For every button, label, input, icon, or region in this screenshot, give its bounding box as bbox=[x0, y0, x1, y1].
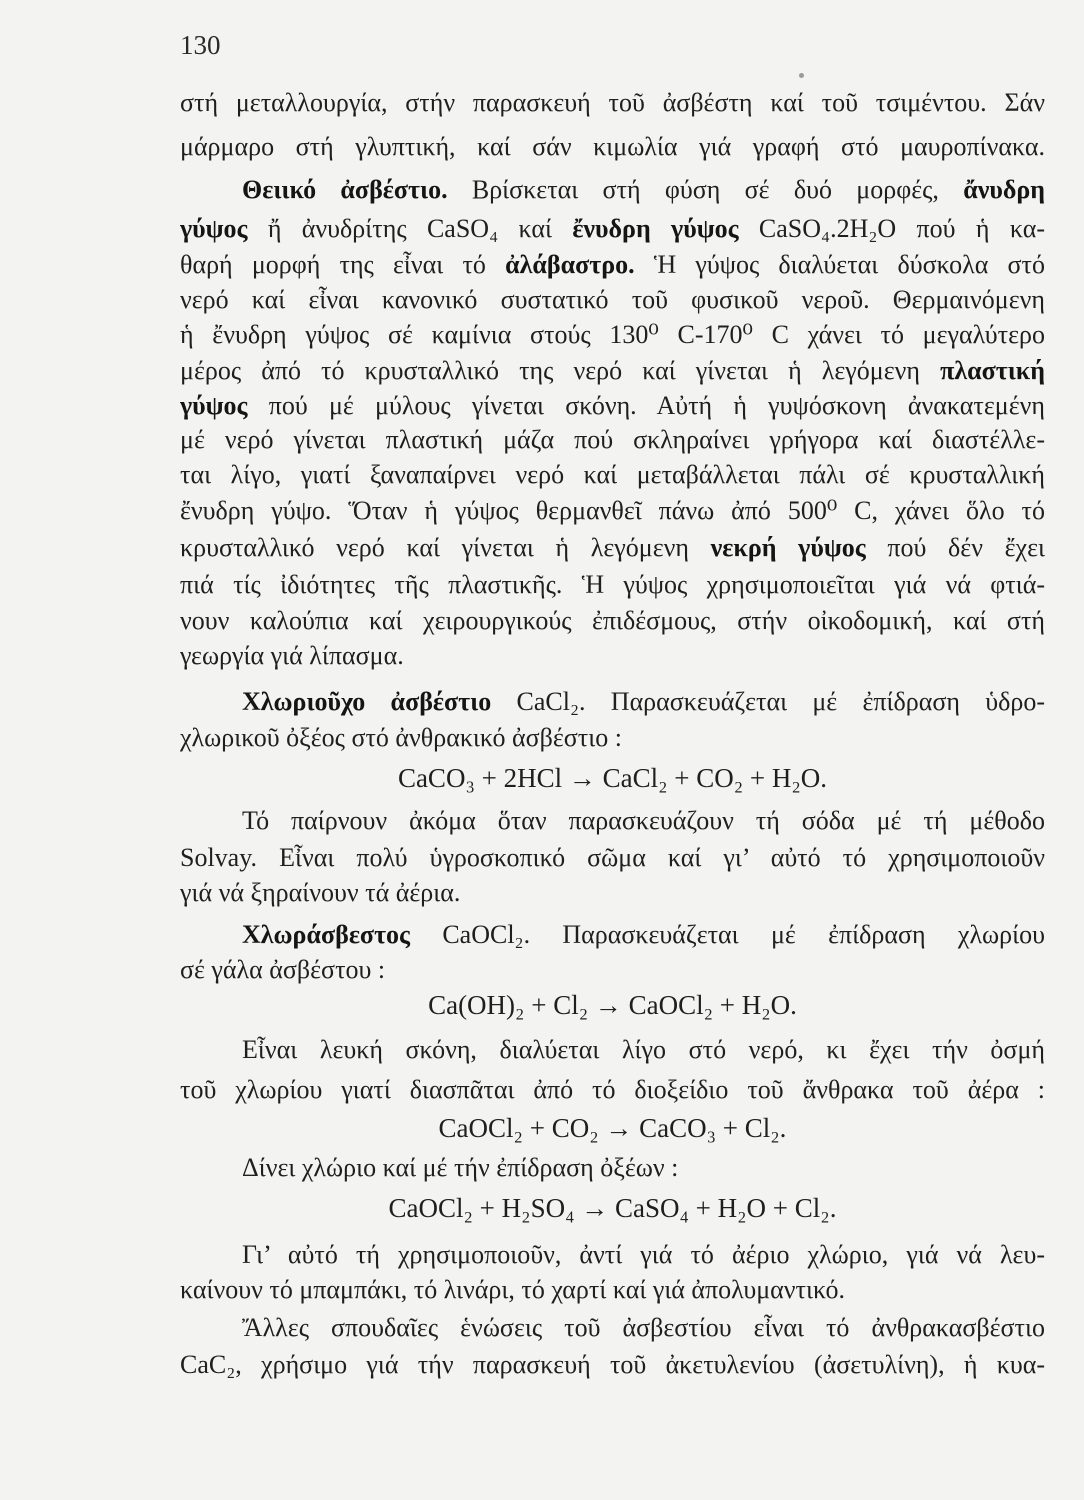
bold-term: ἄνυδρη bbox=[963, 175, 1045, 204]
text-line bbox=[180, 1309, 1045, 1347]
equation-text: CaCO₃ + 2HCl → CaCl₂ + CO₂ + H₂O. bbox=[397, 763, 828, 793]
text-line bbox=[180, 802, 1045, 840]
text-line bbox=[180, 352, 1045, 390]
text-body bbox=[180, 0, 1045, 1500]
text-line bbox=[180, 637, 1045, 675]
text-line bbox=[180, 316, 1045, 354]
text-line bbox=[180, 1071, 1045, 1109]
text-segment: CaCl₂. Παρασκευάζεται μέ ἐπίδραση ὑδρο- bbox=[516, 687, 1045, 716]
text-line bbox=[180, 281, 1045, 319]
text-segment: νερό καί εἶναι κανονικό συστατικό τοῦ φυσικοῦ νεροῦ. Θερμαινόμενη bbox=[180, 285, 1045, 314]
page-number: 130 bbox=[180, 30, 221, 60]
text-segment: πού μέ μύλους γίνεται σκόνη. Αὐτή ἡ γυψόσκονη ἀνακατεμένη bbox=[268, 391, 1045, 420]
chemical-equation bbox=[180, 1109, 1045, 1147]
text-segment: γιά νά ξηραίνουν τά ἀέρια. bbox=[180, 878, 461, 907]
text-segment: πού δέν ἔχει bbox=[887, 533, 1045, 562]
text-line bbox=[180, 492, 1045, 530]
text-line bbox=[180, 1236, 1045, 1274]
text-segment: καίνουν τό μπαμπάκι, τό λινάρι, τό χαρτί καί γιά ἀπολυμαντικό. bbox=[180, 1275, 845, 1304]
text-line bbox=[180, 421, 1045, 459]
text-line bbox=[180, 456, 1045, 494]
bold-term: νεκρή γύψος bbox=[710, 533, 866, 562]
text-segment: ται λίγο, γιατί ξαναπαίρνει νερό καί μεταβάλλεται πάλι σέ κρυσταλλική bbox=[180, 460, 1045, 489]
text-line bbox=[180, 210, 1045, 248]
text-segment: στή μεταλλουργία, στήν παρασκευή τοῦ ἀσβέστη καί τοῦ τσιμέντου. Σάν bbox=[180, 88, 1045, 117]
text-segment: Ἡ γύψος διαλύεται δύσκολα στό bbox=[653, 250, 1045, 279]
text-line bbox=[180, 874, 1045, 912]
text-segment: Γι’ αὐτό τή χρησιμοποιοῦν, ἀντί γιά τό ἀέριο χλώριο, γιά νά λευ- bbox=[242, 1240, 1045, 1269]
text-segment: ἡ ἔνυδρη γύψος σέ καμίνια στούς 130⁰ C-170⁰ C χάνει τό μεγαλύτερο bbox=[180, 320, 1045, 349]
text-segment: Βρίσκεται στή φύση σέ δυό μορφές, bbox=[471, 175, 939, 204]
text-segment: θαρή μορφή της εἶναι τό bbox=[180, 250, 486, 279]
section-heading: Χλωράσβεστος bbox=[242, 920, 411, 949]
bold-term: ἀλάβαστρο. bbox=[505, 250, 635, 279]
text-segment: CaC₂, χρήσιμο γιά τήν παρασκευή τοῦ ἀκετυλενίου (ἀσετυλίνη), ἡ κυα- bbox=[180, 1350, 1045, 1379]
text-line bbox=[180, 387, 1045, 425]
text-segment: ἔνυδρη γύψο. Ὅταν ἡ γύψος θερμανθεῖ πάνω ἀπό 500⁰ C, χάνει ὅλο τό bbox=[180, 496, 1045, 525]
bold-term: γύψος bbox=[180, 391, 248, 420]
equation-text: CaOCl₂ + CO₂ → CaCO₃ + Cl₂. bbox=[438, 1113, 787, 1143]
bold-term: πλαστική bbox=[940, 356, 1045, 385]
text-segment: CaSO₄.2H₂O πού ἡ κα- bbox=[758, 214, 1045, 243]
text-segment: μέ νερό γίνεται πλαστική μάζα πού σκληραίνει γρήγορα καί διαστέλλε- bbox=[180, 425, 1045, 454]
chemical-equation bbox=[180, 986, 1045, 1024]
text-line bbox=[180, 602, 1045, 640]
text-segment: Δίνει χλώριο καί μέ τήν ἐπίδραση ὀξέων : bbox=[242, 1153, 679, 1182]
text-line bbox=[180, 1149, 1045, 1187]
text-line bbox=[180, 683, 1045, 721]
text-segment: χλωρικοῦ ὀξέος στό ἀνθρακικό ἀσβέστιο : bbox=[180, 723, 622, 752]
text-segment: μάρμαρο στή γλυπτική, καί σάν κιμωλία γιά γραφή στό μαυροπίνακα. bbox=[180, 132, 1045, 161]
text-segment: Τό παίρνουν ἀκόμα ὅταν παρασκευάζουν τή σόδα μέ τή μέθοδο bbox=[242, 806, 1045, 835]
text-segment: νουν καλούπια καί χειρουργικούς ἐπιδέσμους, στήν οἰκοδομική, καί στή bbox=[180, 606, 1045, 635]
text-segment: Ἄλλες σπουδαῖες ἑνώσεις τοῦ ἀσβεστίου εἶναι τό ἀνθρακασβέστιο bbox=[242, 1313, 1045, 1342]
text-segment: γεωργία γιά λίπασμα. bbox=[180, 641, 404, 670]
text-segment: μέρος ἀπό τό κρυσταλλικό της νερό καί γίνεται ἡ λεγόμενη bbox=[180, 356, 920, 385]
text-line bbox=[180, 246, 1045, 284]
chemical-equation bbox=[180, 1189, 1045, 1227]
text-segment: Solvay. Εἶναι πολύ ὑγροσκοπικό σῶμα καί γι’ αὐτό τό χρησιμοποιοῦν bbox=[180, 843, 1045, 872]
text-segment: σέ γάλα ἀσβέστου : bbox=[180, 955, 386, 984]
text-line bbox=[180, 839, 1045, 877]
chemical-equation bbox=[180, 759, 1045, 797]
text-line bbox=[180, 916, 1045, 954]
text-segment: τοῦ χλωρίου γιατί διασπᾶται ἀπό τό διοξείδιο τοῦ ἄνθρακα τοῦ ἀέρα : bbox=[180, 1075, 1045, 1104]
text-line bbox=[180, 1031, 1045, 1069]
section-heading: Χλωριοῦχο ἀσβέστιο bbox=[242, 687, 492, 716]
bold-term: γύψος bbox=[180, 214, 248, 243]
text-segment: πιά τίς ἰδιότητες τῆς πλαστικῆς. Ἡ γύψος χρησιμοποιεῖται γιά νά φτιά- bbox=[180, 570, 1045, 599]
bold-term: ἔνυδρη γύψος bbox=[572, 214, 739, 243]
text-line bbox=[180, 84, 1045, 122]
text-line bbox=[180, 128, 1045, 166]
text-segment: CaOCl₂. Παρασκευάζεται μέ ἐπίδραση χλωρίου bbox=[442, 920, 1045, 949]
equation-text: CaOCl₂ + H₂SO₄ → CaSO₄ + H₂O + Cl₂. bbox=[388, 1193, 837, 1223]
section-heading: Θειικό ἀσβέστιο. bbox=[242, 175, 448, 204]
text-line bbox=[180, 1271, 1045, 1309]
equation-text: Ca(OH)₂ + Cl₂ → CaOCl₂ + H₂O. bbox=[428, 990, 797, 1020]
text-line bbox=[180, 566, 1045, 604]
text-line bbox=[180, 951, 1045, 989]
text-segment: Εἶναι λευκή σκόνη, διαλύεται λίγο στό νερό, κι ἔχει τήν ὀσμή bbox=[242, 1035, 1045, 1064]
text-segment: κρυσταλλικό νερό καί γίνεται ἡ λεγόμενη bbox=[180, 533, 689, 562]
text-line bbox=[180, 171, 1045, 209]
text-line bbox=[180, 719, 1045, 757]
text-line bbox=[180, 1346, 1045, 1384]
text-segment: ἤ ἀνυδρίτης CaSO₄ καί bbox=[267, 214, 552, 243]
text-line bbox=[180, 529, 1045, 567]
